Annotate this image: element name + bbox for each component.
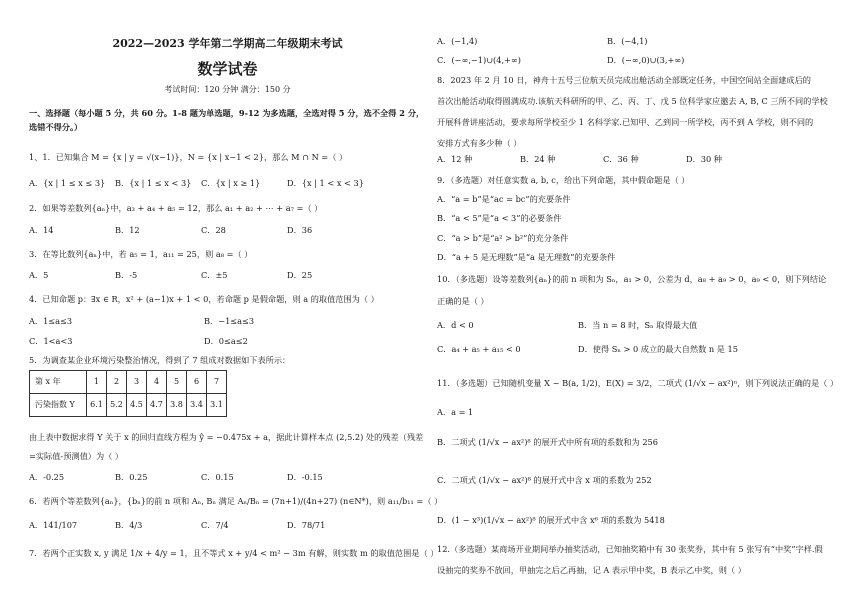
question-6-options	[29, 520, 373, 530]
table-header-year: 第 x 年	[30, 371, 87, 394]
option-b: B．{x | 1 ≤ x < 3}	[115, 178, 192, 188]
option-b: B．(−4,1)	[607, 36, 648, 46]
question-8-line-1: 8．2023 年 2 月 10 日，神舟十五号三位航天员完成出舱活动全部既定任务，中国空间站全面建成后的	[437, 75, 811, 85]
question-9-option-c: C．“a > b”是“a² > b²”的充分条件	[437, 233, 569, 243]
question-9-option-b: B．“a < 5”是“a < 3”的必要条件	[437, 213, 562, 223]
exam-info: 考试时间：120 分钟 满分：150 分	[164, 85, 291, 94]
option-a: A．1≤a≤3	[29, 316, 73, 326]
question-8-line-3: 开展科普讲座活动，要求每所学校至少 1 名科学家.已知甲、乙到同一所学校，丙不到 A 学校，则不同的	[437, 117, 814, 127]
question-3-options	[29, 270, 373, 280]
table-cell: 5.2	[107, 394, 127, 417]
question-10-line-2: 正确的是（ ）	[437, 296, 489, 306]
question-11-option-c: C．二项式 (1/√x − ax²)⁸ 的展开式中含 x 项的系数为 252	[437, 475, 652, 485]
option-b: B．−1≤a≤3	[204, 316, 255, 326]
option-d: D．25	[287, 270, 313, 280]
option-a: A．d < 0	[437, 320, 474, 330]
question-4-stem: 4．已知命题 p：∃x ∈ R，x² + (a−1)x + 1 < 0，若命题 p 是假命题，则 a 的取值范围为（ ）	[29, 294, 379, 304]
option-d: D．{x | 1 < x < 3}	[287, 178, 364, 188]
option-d: D．0≤a≤2	[204, 336, 248, 346]
question-2-options	[29, 225, 373, 235]
option-b: B．24 种	[520, 154, 556, 164]
option-d: D．-0.15	[287, 472, 323, 482]
option-d: D．使得 Sₙ > 0 成立的最大自然数 n 是 15	[578, 344, 738, 354]
option-a: A．5	[29, 270, 49, 280]
table-row	[30, 394, 227, 417]
question-1-options	[29, 178, 373, 188]
option-a: A．12 种	[437, 154, 473, 164]
question-8-line-2: 首次出舱活动取得圆满成功.该航天科研所的甲、乙、丙、丁、戊 5 位科学家应邀去 A, B, C 三所不同的学校	[437, 96, 828, 106]
option-b: B．12	[115, 225, 140, 235]
option-d: D．(−∞,0)∪(3,+∞)	[607, 55, 685, 65]
question-5-options	[29, 472, 373, 482]
option-c: C．1<a<3	[29, 336, 73, 346]
option-d: D．36	[287, 225, 313, 235]
question-8-line-4: 安排方式有多少种（ ）	[437, 138, 522, 148]
table-cell: 6.1	[87, 394, 107, 417]
question-11-option-b: B．二项式 (1/√x − ax²)⁸ 的展开式中所有项的系数和为 256	[437, 437, 658, 447]
option-c: C．a₄ + a₅ + a₁₅ < 0	[437, 344, 521, 354]
question-9-stem: 9．（多选题）对任意实数 a, b, c，给出下列命题，其中假命题是（ ）	[437, 175, 690, 185]
option-b: B．-5	[115, 270, 138, 280]
question-9-option-a: A．“a = b”是“ac = bc”的充要条件	[437, 194, 571, 204]
question-4-options-2	[29, 336, 379, 346]
option-b: B．0.25	[115, 472, 148, 482]
option-c: C．7/4	[201, 520, 229, 530]
option-a: A．{x | 1 ≤ x ≤ 3}	[29, 178, 106, 188]
option-c: C．{x | x ≥ 1}	[201, 178, 261, 188]
question-7-options-2	[437, 55, 777, 65]
question-4-options	[29, 316, 379, 326]
option-c: C．28	[201, 225, 226, 235]
table-cell: 2	[107, 371, 127, 394]
table-cell: 4.7	[147, 394, 167, 417]
option-b: B．当 n = 8 时，Sₙ 取得最大值	[578, 320, 698, 330]
exam-title: 2022—2023 学年第二学期高二年级期末考试	[112, 37, 343, 50]
question-5-stem: 5．为调查某企业环境污染整治情况，得到了 7 组成对数据如下表所示：	[29, 355, 291, 365]
question-8-options	[437, 154, 769, 164]
question-7-stem: 7．若两个正实数 x, y 满足 1/x + 4/y = 1，且不等式 x + y/4 < m² − 3m 有解，则实数 m 的取值范围是（ ）	[29, 548, 439, 558]
question-11-stem: 11．（多选题）已知随机变量 X ~ B(a, 1/2)，E(X) = 3/2，二项式 (1/√x − ax²)ⁿ，则下列说法正确的是（ ）	[437, 378, 839, 388]
table-cell: 3	[127, 371, 147, 394]
option-c: C．36 种	[603, 154, 639, 164]
table-cell: 5	[167, 371, 187, 394]
option-c: C．±5	[201, 270, 228, 280]
question-10-line-1: 10．（多选题）设等差数列{aₙ}的前 n 项和为 Sₙ，a₁ > 0，公差为 d，a₈ + a₉ > 0，a₉ < 0，则下列结论	[437, 274, 827, 284]
question-5-text-1: 由上表中数据求得 Y 关于 x 的回归直线方程为 ŷ = −0.475x + a，据此计算样本点 (2,5.2) 处的残差（残差	[29, 432, 424, 442]
table-cell: 3.8	[167, 394, 187, 417]
option-a: A．(−1,4)	[437, 36, 478, 46]
section-title: 一、选择题（每小题 5 分，共 60 分。1-8 题为单选题，9-12 为多选题，全选对得 5 分，选不全得 2 分，选错不得分。）	[29, 108, 425, 133]
question-2-stem: 2．如果等差数列{aₙ}中，a₃ + a₄ + a₅ = 12，那么 a₁ + a₂ + ⋯ + a₇ =（ ）	[29, 203, 323, 213]
question-11-option-d: D．(1 − x³)(1/√x − ax²)⁸ 的展开式中含 x⁶ 项的系数为 5418	[437, 515, 665, 525]
question-11-option-a: A．a = 1	[437, 407, 474, 417]
table-cell: 4	[147, 371, 167, 394]
question-12-line-2: 设抽完的奖券不放回，甲抽完之后乙再抽，记 A 表示甲中奖，B 表示乙中奖，则（ ）	[437, 565, 746, 575]
option-d: D．78/71	[287, 520, 326, 530]
question-1-stem: 1、1．已知集合 M = {x | y = √(x−1)}，N = {x | x−1 < 2}，那么 M ∩ N =（ ）	[29, 152, 348, 162]
table-cell: 1	[87, 371, 107, 394]
data-table	[29, 370, 227, 417]
option-c: C．(−∞,−1)∪(4,+∞)	[437, 55, 521, 65]
subject-title: 数学试卷	[197, 60, 258, 78]
table-cell: 6	[187, 371, 207, 394]
question-3-stem: 3．在等比数列{aₙ}中，若 a₅ = 1，a₁₁ = 25，则 a₈ =（ ）	[29, 249, 253, 259]
question-12-line-1: 12.（多选题）某商场开业期间举办抽奖活动，已知抽奖箱中有 30 张奖券，其中有 5 张写有“中奖”字样.假	[437, 544, 823, 554]
question-9-option-d: D．“a + 5 是无理数”是“a 是无理数”的充要条件	[437, 252, 616, 262]
table-cell: 7	[207, 371, 227, 394]
question-5-text-2: =实际值-预测值）为（ ）	[29, 451, 124, 461]
question-6-stem: 6．若两个等差数列{aₙ}，{bₙ}的前 n 项和 Aₙ, Bₙ 满足 Aₙ/Bₙ = (7n+1)/(4n+27) (n∈N*)，则 a₁₁/b₁₁ =（ ）	[29, 496, 443, 506]
option-a: A．-0.25	[29, 472, 65, 482]
table-cell: 4.5	[127, 394, 147, 417]
option-a: A．14	[29, 225, 54, 235]
option-b: B．4/3	[115, 520, 143, 530]
option-d: D．30 种	[686, 154, 722, 164]
table-header-index: 污染指数 Y	[30, 394, 87, 417]
question-7-options	[437, 36, 777, 46]
table-row	[30, 371, 227, 394]
option-c: C．0.15	[201, 472, 234, 482]
table-cell: 3.1	[207, 394, 227, 417]
table-cell: 3.4	[187, 394, 207, 417]
option-a: A．141/107	[29, 520, 78, 530]
